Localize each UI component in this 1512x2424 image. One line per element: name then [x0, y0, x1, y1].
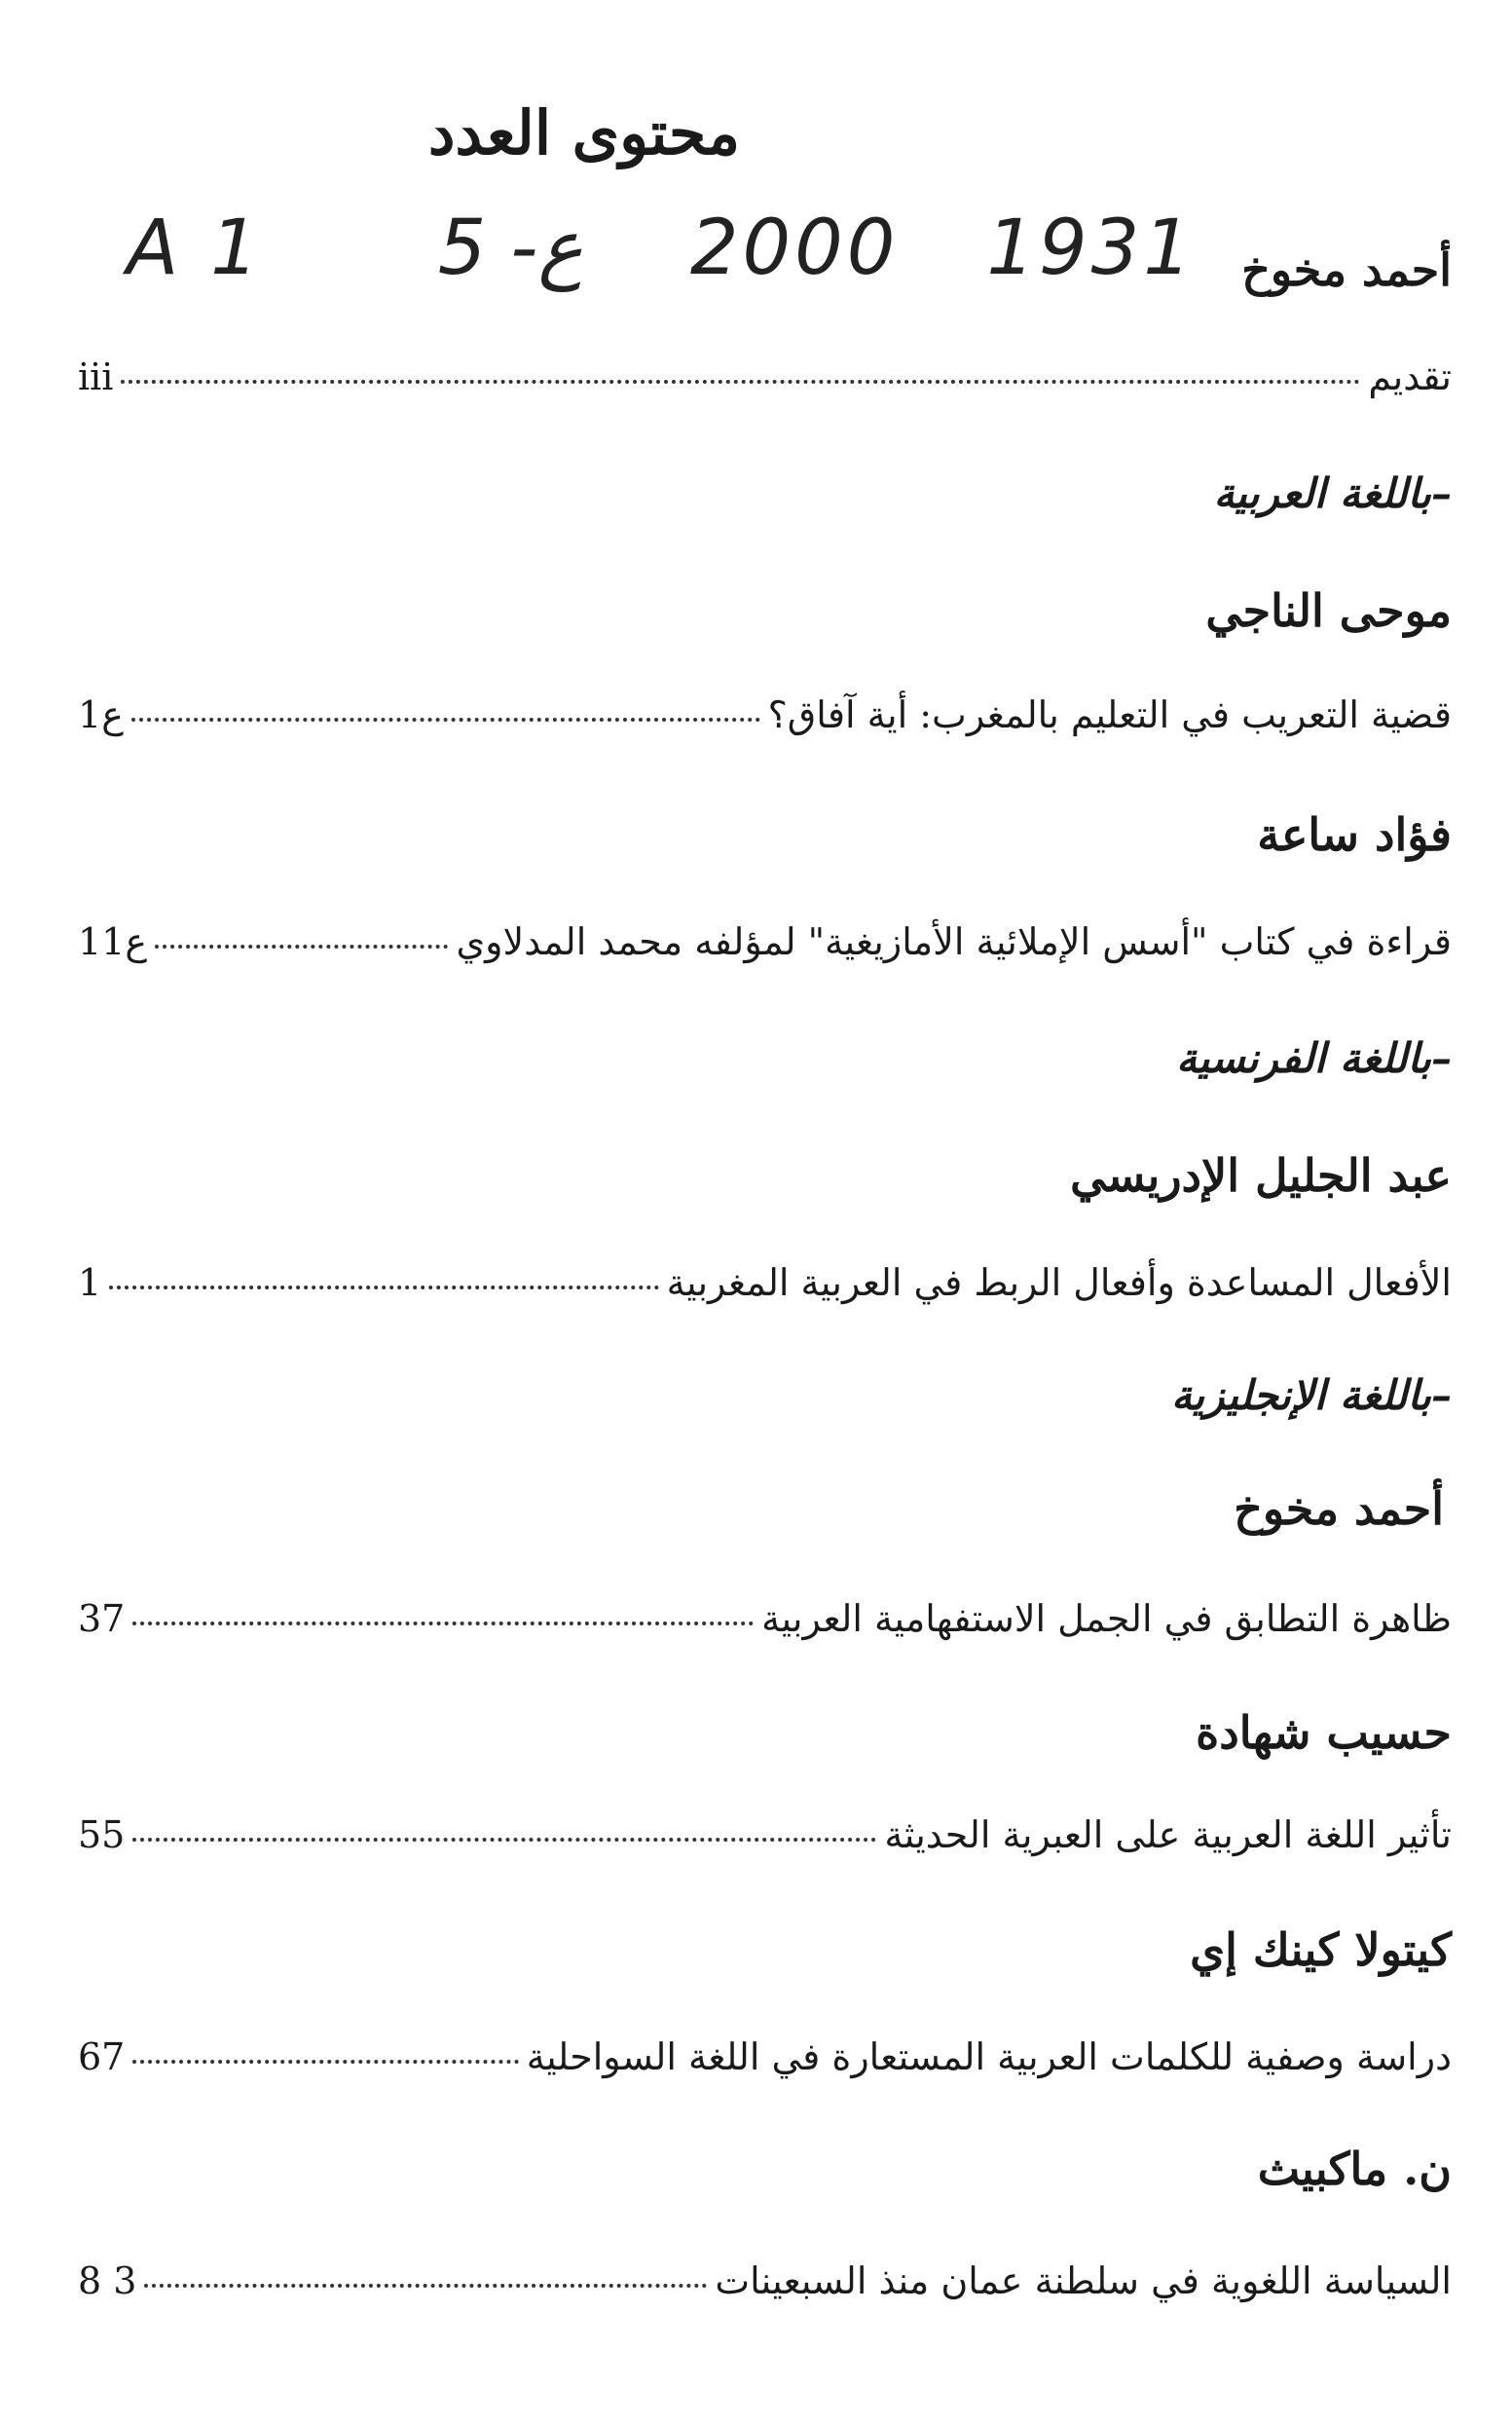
toc-entry — [78, 693, 1452, 736]
page-number: 1 — [78, 1261, 102, 1304]
entry-title: ظاهرة التطابق في الجمل الاستفهامية العربية — [761, 1597, 1452, 1640]
toc-entry — [78, 1597, 1452, 1640]
author-name: موحى الناجي — [1205, 584, 1452, 637]
dot-leader — [155, 945, 448, 949]
author-name: ن. ماكبيث — [1257, 2143, 1452, 2195]
page-number: iii — [78, 355, 114, 398]
dot-leader — [121, 380, 1360, 384]
dot-leader — [109, 1286, 658, 1289]
page-number: ع1 — [78, 693, 124, 736]
page-title: محتوى العدد — [427, 97, 741, 168]
entry-title: دراسة وصفية للكلمات العربية المستعارة في اللغة السواحلية — [526, 2035, 1452, 2078]
section-heading-french: –باللغة الفرنسية — [1176, 1034, 1452, 1082]
dot-leader — [132, 1838, 876, 1842]
entry-title: السياسة اللغوية في سلطنة عمان منذ السبعينات — [715, 2259, 1452, 2302]
dot-leader — [131, 718, 760, 722]
author-name: أحمد مخوخ — [1234, 1482, 1444, 1535]
author-name: عبد الجليل الإدريسي — [1070, 1149, 1452, 1202]
handwritten-year: 2000 — [689, 205, 900, 292]
dot-leader — [132, 1622, 754, 1625]
toc-entry — [78, 920, 1452, 963]
toc-entry — [78, 2259, 1452, 2302]
entry-title: الأفعال المساعدة وأفعال الربط في العربية المغربية — [666, 1261, 1452, 1304]
toc-entry — [78, 1813, 1452, 1856]
toc-entry — [78, 1261, 1452, 1304]
toc-entry-intro — [78, 355, 1452, 398]
section-heading-english: –باللغة الإنجليزية — [1171, 1371, 1452, 1419]
page-number: 67 — [78, 2035, 126, 2078]
page-number: 37 — [78, 1597, 126, 1640]
author-name: فؤاد ساعة — [1257, 808, 1452, 861]
handwritten-a1: A 1 — [127, 205, 263, 292]
page-number: 55 — [78, 1813, 126, 1856]
entry-title: تقديم — [1368, 355, 1452, 398]
entry-title: قضية التعريب في التعليم بالمغرب: أية آفاق؟ — [767, 693, 1452, 736]
handwritten-number: 1931 — [986, 205, 1196, 292]
page-number: ع11 — [78, 920, 148, 963]
dot-leader — [132, 2060, 518, 2064]
header-author: أحمد مخوخ — [1241, 243, 1452, 296]
author-name: حسيب شهادة — [1196, 1706, 1452, 1759]
section-heading-arabic: –باللغة العربية — [1213, 469, 1452, 517]
page-number: 8 3 — [78, 2259, 137, 2302]
toc-entry — [78, 2035, 1452, 2078]
dot-leader — [144, 2284, 707, 2288]
author-name: كيتولا كينك إي — [1190, 1923, 1452, 1976]
entry-title: تأثير اللغة العربية على العبرية الحديثة — [884, 1813, 1452, 1856]
handwritten-code: 5 -ع — [437, 205, 583, 292]
entry-title: قراءة في كتاب "أسس الإملائية الأمازيغية" لمؤلفه محمد المدلاوي — [456, 920, 1452, 963]
